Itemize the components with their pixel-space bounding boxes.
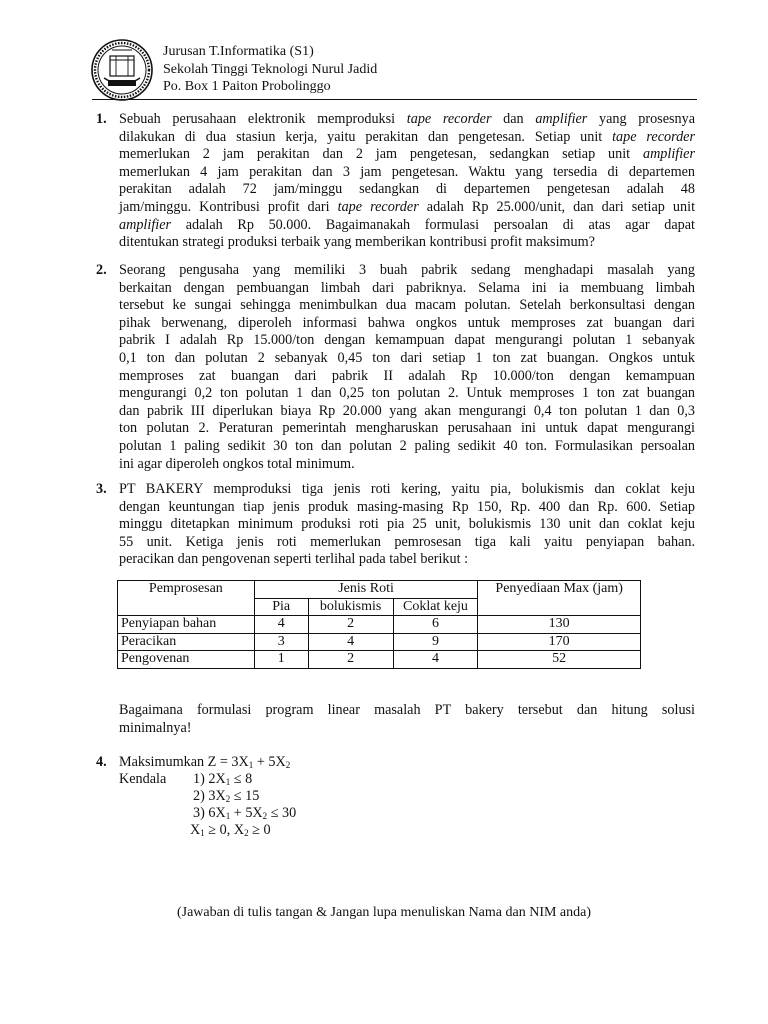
footer-instruction: (Jawaban di tulis tangan & Jangan lupa menuliskan Nama dan NIM anda) bbox=[176, 905, 592, 920]
header-pia: Pia bbox=[254, 598, 308, 616]
table-row bbox=[118, 633, 641, 651]
header-divider bbox=[92, 99, 697, 100]
cell-max: 52 bbox=[478, 651, 641, 669]
institution-name: Sekolah Tinggi Teknologi Nurul Jadid bbox=[163, 61, 378, 77]
cell-bolu: 2 bbox=[308, 651, 393, 669]
text-line: dengan keuntungan tiap jenis produk masing-masing Rp 150, Rp. 400 dan Rp. 600. Setiap bbox=[119, 498, 695, 515]
header-bolukismis: bolukismis bbox=[308, 598, 393, 616]
text-line: pabrik I adalah Rp 15.000/ton dengan kemampuan dapat mengurangi polutan 1 sebanyak bbox=[119, 332, 695, 349]
question-3-closing bbox=[96, 702, 695, 737]
cell-coklat: 4 bbox=[393, 651, 478, 669]
text-line: ditentukan strategi produksi terbaik yang memberikan kontribusi profit maksimum? bbox=[119, 234, 595, 251]
cell-pia: 1 bbox=[254, 651, 308, 669]
constraint-label: Kendala bbox=[119, 771, 167, 787]
text-line: pihak berwenang, diperoleh informasi bahwa ongkos untuk memproses zat buangan dari bbox=[119, 314, 695, 331]
cell-bolu: 4 bbox=[308, 633, 393, 651]
letterhead bbox=[163, 43, 377, 96]
text-line: jam/minggu. Kontribusi profit dari tape recorder adalah Rp 25.000/unit, dan dari setiap unit bbox=[119, 198, 696, 215]
question-number: 3. bbox=[96, 481, 107, 497]
cell-max: 170 bbox=[478, 633, 641, 651]
text-line: 0,1 ton dan polutan 2 sebanyak 0,45 ton dari setiap 1 ton zat buangan. Ongkos untuk bbox=[119, 349, 695, 366]
text-line: minggu ditetapkan minimum produksi roti pia 25 unit, bolukismis 130 unit dan coklat keju bbox=[119, 516, 695, 533]
header-coklat-keju: Coklat keju bbox=[393, 598, 478, 616]
question-1 bbox=[96, 111, 695, 252]
row-label: Peracikan bbox=[118, 633, 255, 651]
institution-seal-icon bbox=[90, 38, 154, 102]
cell-bolu: 2 bbox=[308, 616, 393, 634]
question-text bbox=[119, 262, 695, 473]
cell-coklat: 6 bbox=[393, 616, 478, 634]
table-row bbox=[118, 651, 641, 669]
row-label: Pengovenan bbox=[118, 651, 255, 669]
text-line: memerlukan 2 jam perakitan dan 2 jam pengetesan, sedangkan setiap unit amplifier bbox=[119, 146, 695, 163]
question-text bbox=[119, 111, 695, 252]
text-line: polutan 1 paling sedikit 30 ton dan polutan 2 paling sedikit 40 ton. Formulasikan persoalan bbox=[119, 437, 695, 454]
text-line: minimalnya! bbox=[119, 719, 192, 736]
question-number: 4. bbox=[96, 754, 107, 770]
row-label: Penyiapan bahan bbox=[118, 616, 255, 634]
objective-function: Maksimumkan $Z = 3X_1 + 5X_2$ bbox=[119, 754, 291, 770]
question-3 bbox=[96, 481, 695, 569]
text-line: peracikan dan pengovenan seperti terlihal pada tabel berikut : bbox=[119, 551, 469, 568]
text-line: amplifier adalah Rp 50.000. Bagaimanakah formulasi persoalan di atas agar dapat bbox=[119, 216, 695, 233]
cell-pia: 4 bbox=[254, 616, 308, 634]
text-line: Bagaimana formulasi program linear masalah PT bakery tersebut dan hitung solusi bbox=[119, 702, 695, 718]
text-line: tersebut ke sungai sehingga menimbulkan dua macam polutan. Setelah berkonsultasi dengan bbox=[119, 297, 695, 314]
question-number: 1. bbox=[96, 111, 107, 127]
cell-coklat: 9 bbox=[393, 633, 478, 651]
header-jenis-roti: Jenis Roti bbox=[254, 581, 478, 599]
text-line: dilakukan di dua stasiun kerja, yaitu perakitan dan pengetesan. Setiap unit tape recorder bbox=[119, 128, 695, 145]
text-line: memerlukan 4 jam perakitan dan 3 jam pengetesan. Waktu yang tersedia di departemen bbox=[119, 163, 695, 180]
header-penyediaan-max: Penyediaan Max (jam) bbox=[478, 581, 641, 616]
text-line: ton polutan 2. Peraturan pemerintah mengharuskan perusahaan ini untuk dapat mengurangi bbox=[119, 420, 695, 437]
processing-table bbox=[117, 580, 641, 669]
table-row bbox=[118, 616, 641, 634]
department-name: Jurusan T.Informatika (S1) bbox=[163, 44, 314, 59]
text-line: berkaitan dengan pembuangan limbah dari pabriknya. Selama ini ia membuang limbah bbox=[119, 279, 695, 296]
text-line: perakitan adalah 72 jam/minggu sedangkan di departemen pengetesan adalah 48 bbox=[119, 181, 695, 198]
constraint-3: 3) $6X_1 + 5X_2 \le 30$ bbox=[193, 805, 297, 821]
question-number: 2. bbox=[96, 262, 107, 278]
institution-address: Po. Box 1 Paiton Probolinggo bbox=[163, 79, 331, 95]
text-line: memproses zat buangan dari pabrik II adalah Rp 10.000/ton dengan kemampuan bbox=[119, 367, 695, 384]
text-line: Seorang pengusaha yang memiliki 3 buah pabrik sedang menghadapi masalah yang bbox=[119, 262, 695, 278]
cell-pia: 3 bbox=[254, 633, 308, 651]
text-line: PT BAKERY memproduksi tiga jenis roti kering, yaitu pia, bolukismis dan coklat keju bbox=[119, 481, 695, 497]
text-line: Sebuah perusahaan elektronik memproduksi tape recorder dan amplifier yang prosesnya bbox=[119, 111, 695, 127]
text-line: ini agar diperoleh ongkos total minimum. bbox=[119, 455, 355, 472]
constraint-1: 1) $2X_1 \le 8$ bbox=[193, 771, 253, 787]
text-line: mengurangi 0,2 ton polutan 1 dan 0,25 ton polutan 2. Untuk memproses 1 ton zat buangan bbox=[119, 385, 695, 402]
question-2 bbox=[96, 262, 695, 473]
text-line: 55 unit. Ketiga jenis roti memerlukan pemrosesan tiga kali yaitu penyiapan bahan. bbox=[119, 533, 695, 550]
constraint-2: 2) $3X_2 \le 15$ bbox=[193, 788, 260, 804]
question-text bbox=[119, 702, 695, 737]
header-process: Pemprosesan bbox=[118, 581, 255, 616]
non-negativity: $X_1 \ge 0$, $X_2 \ge 0$ bbox=[190, 822, 271, 838]
cell-max: 130 bbox=[478, 616, 641, 634]
question-text bbox=[119, 481, 695, 569]
text-line: dan pabrik III diperlukan biaya Rp 20.000 yang akan mengurangi 0,4 ton polutan 1 dan 0,3 bbox=[119, 402, 695, 419]
